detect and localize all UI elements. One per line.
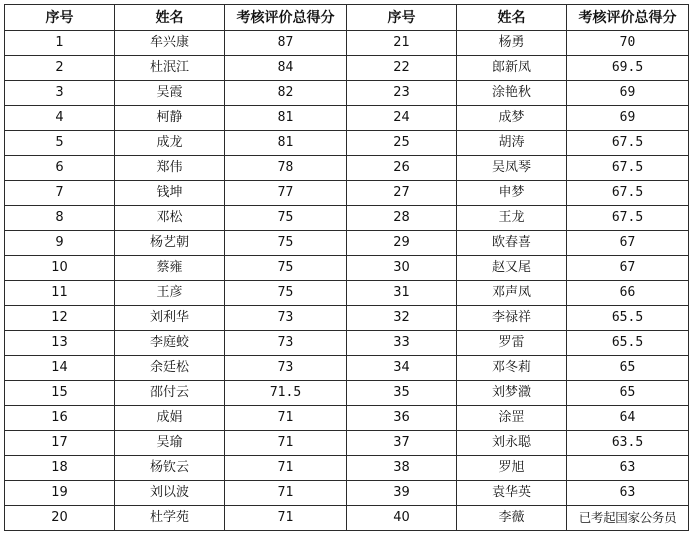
row-no-right: 27	[347, 181, 457, 206]
row-name-left: 郑伟	[115, 156, 225, 181]
row-score-right: 已考起国家公务员	[567, 506, 689, 531]
row-no-left: 9	[5, 231, 115, 256]
row-score-right: 63.5	[567, 431, 689, 456]
row-score-right: 67.5	[567, 131, 689, 156]
row-score-left: 71.5	[225, 381, 347, 406]
row-no-left: 10	[5, 256, 115, 281]
row-name-left: 成娟	[115, 406, 225, 431]
row-name-left: 吴瑜	[115, 431, 225, 456]
row-name-left: 刘以波	[115, 481, 225, 506]
header-row	[5, 5, 689, 31]
row-no-right: 24	[347, 106, 457, 131]
table-row	[5, 231, 689, 256]
row-no-right: 29	[347, 231, 457, 256]
row-no-left: 19	[5, 481, 115, 506]
row-name-left: 余廷松	[115, 356, 225, 381]
row-no-left: 16	[5, 406, 115, 431]
row-name-right: 邓声凤	[457, 281, 567, 306]
table-body	[5, 31, 689, 531]
row-score-left: 75	[225, 206, 347, 231]
row-score-right: 67.5	[567, 156, 689, 181]
row-score-right: 69	[567, 81, 689, 106]
table-row	[5, 206, 689, 231]
row-score-right: 70	[567, 31, 689, 56]
row-name-left: 邵付云	[115, 381, 225, 406]
row-score-left: 78	[225, 156, 347, 181]
row-name-left: 钱坤	[115, 181, 225, 206]
table-row	[5, 381, 689, 406]
row-name-right: 涂罡	[457, 406, 567, 431]
row-no-left: 13	[5, 331, 115, 356]
score-table	[4, 4, 689, 531]
row-score-left: 87	[225, 31, 347, 56]
row-score-left: 81	[225, 131, 347, 156]
row-name-left: 杜学苑	[115, 506, 225, 531]
table-row	[5, 181, 689, 206]
row-name-right: 胡涛	[457, 131, 567, 156]
table-row	[5, 506, 689, 531]
table-row	[5, 81, 689, 106]
table-row	[5, 331, 689, 356]
row-no-right: 32	[347, 306, 457, 331]
row-name-right: 王龙	[457, 206, 567, 231]
row-no-left: 8	[5, 206, 115, 231]
row-score-left: 71	[225, 506, 347, 531]
table-row	[5, 356, 689, 381]
row-score-right: 65.5	[567, 331, 689, 356]
row-score-right: 67	[567, 231, 689, 256]
header-no-left: 序号	[5, 5, 115, 31]
row-score-right: 65.5	[567, 306, 689, 331]
row-score-right: 65	[567, 356, 689, 381]
row-score-left: 77	[225, 181, 347, 206]
table-row	[5, 256, 689, 281]
row-score-left: 73	[225, 331, 347, 356]
table-row	[5, 456, 689, 481]
row-no-right: 26	[347, 156, 457, 181]
row-score-left: 75	[225, 231, 347, 256]
row-name-right: 涂艳秋	[457, 81, 567, 106]
row-name-right: 郎新凤	[457, 56, 567, 81]
row-name-right: 吴凤琴	[457, 156, 567, 181]
row-score-left: 73	[225, 356, 347, 381]
row-name-left: 成龙	[115, 131, 225, 156]
row-no-right: 31	[347, 281, 457, 306]
row-score-right: 67.5	[567, 181, 689, 206]
row-name-left: 柯静	[115, 106, 225, 131]
row-name-left: 杨艺朝	[115, 231, 225, 256]
row-no-left: 6	[5, 156, 115, 181]
table-row	[5, 156, 689, 181]
row-no-left: 20	[5, 506, 115, 531]
header-score-right: 考核评价总得分	[567, 5, 689, 31]
row-no-right: 25	[347, 131, 457, 156]
row-score-left: 81	[225, 106, 347, 131]
row-name-right: 刘梦瀓	[457, 381, 567, 406]
table-row	[5, 31, 689, 56]
row-no-right: 40	[347, 506, 457, 531]
row-score-left: 71	[225, 481, 347, 506]
row-no-right: 38	[347, 456, 457, 481]
row-name-right: 欧春喜	[457, 231, 567, 256]
row-name-right: 李禄祥	[457, 306, 567, 331]
table-row	[5, 431, 689, 456]
table-row	[5, 131, 689, 156]
row-name-right: 刘永聪	[457, 431, 567, 456]
header-score-left: 考核评价总得分	[225, 5, 347, 31]
row-name-right: 李薇	[457, 506, 567, 531]
header-no-right: 序号	[347, 5, 457, 31]
row-no-left: 11	[5, 281, 115, 306]
row-name-right: 赵又尾	[457, 256, 567, 281]
row-score-right: 64	[567, 406, 689, 431]
row-score-right: 67	[567, 256, 689, 281]
row-no-left: 7	[5, 181, 115, 206]
row-score-left: 73	[225, 306, 347, 331]
row-no-right: 39	[347, 481, 457, 506]
row-name-right: 申梦	[457, 181, 567, 206]
row-name-right: 邓冬莉	[457, 356, 567, 381]
row-score-right: 63	[567, 456, 689, 481]
row-no-left: 5	[5, 131, 115, 156]
row-no-left: 18	[5, 456, 115, 481]
row-score-right: 65	[567, 381, 689, 406]
row-no-right: 30	[347, 256, 457, 281]
header-name-right: 姓名	[457, 5, 567, 31]
table-row	[5, 481, 689, 506]
table-row	[5, 306, 689, 331]
row-score-left: 82	[225, 81, 347, 106]
row-no-right: 35	[347, 381, 457, 406]
row-no-left: 17	[5, 431, 115, 456]
row-no-left: 1	[5, 31, 115, 56]
row-no-right: 23	[347, 81, 457, 106]
row-no-right: 33	[347, 331, 457, 356]
row-name-left: 王彦	[115, 281, 225, 306]
score-table-container	[4, 4, 688, 531]
row-no-left: 3	[5, 81, 115, 106]
row-no-right: 22	[347, 56, 457, 81]
row-name-left: 杜泯江	[115, 56, 225, 81]
row-name-left: 刘利华	[115, 306, 225, 331]
row-score-right: 67.5	[567, 206, 689, 231]
header-name-left: 姓名	[115, 5, 225, 31]
row-name-left: 李庭蛟	[115, 331, 225, 356]
row-name-left: 邓松	[115, 206, 225, 231]
table-row	[5, 56, 689, 81]
row-no-left: 4	[5, 106, 115, 131]
row-name-left: 吴霞	[115, 81, 225, 106]
row-score-left: 84	[225, 56, 347, 81]
table-row	[5, 406, 689, 431]
row-score-right: 66	[567, 281, 689, 306]
row-name-right: 罗旭	[457, 456, 567, 481]
row-score-left: 75	[225, 256, 347, 281]
row-no-right: 37	[347, 431, 457, 456]
row-score-right: 69	[567, 106, 689, 131]
table-row	[5, 281, 689, 306]
row-name-right: 罗雷	[457, 331, 567, 356]
row-name-left: 杨钦云	[115, 456, 225, 481]
row-score-right: 63	[567, 481, 689, 506]
row-score-left: 71	[225, 431, 347, 456]
row-no-left: 2	[5, 56, 115, 81]
row-no-right: 34	[347, 356, 457, 381]
row-score-left: 71	[225, 406, 347, 431]
row-no-left: 14	[5, 356, 115, 381]
row-name-right: 成梦	[457, 106, 567, 131]
table-row	[5, 106, 689, 131]
row-no-right: 36	[347, 406, 457, 431]
row-name-left: 蔡雍	[115, 256, 225, 281]
row-name-right: 杨勇	[457, 31, 567, 56]
row-no-right: 28	[347, 206, 457, 231]
row-no-left: 12	[5, 306, 115, 331]
row-no-left: 15	[5, 381, 115, 406]
row-no-right: 21	[347, 31, 457, 56]
row-name-left: 牟兴康	[115, 31, 225, 56]
row-score-right: 69.5	[567, 56, 689, 81]
row-name-right: 袁华英	[457, 481, 567, 506]
row-score-left: 75	[225, 281, 347, 306]
row-score-left: 71	[225, 456, 347, 481]
